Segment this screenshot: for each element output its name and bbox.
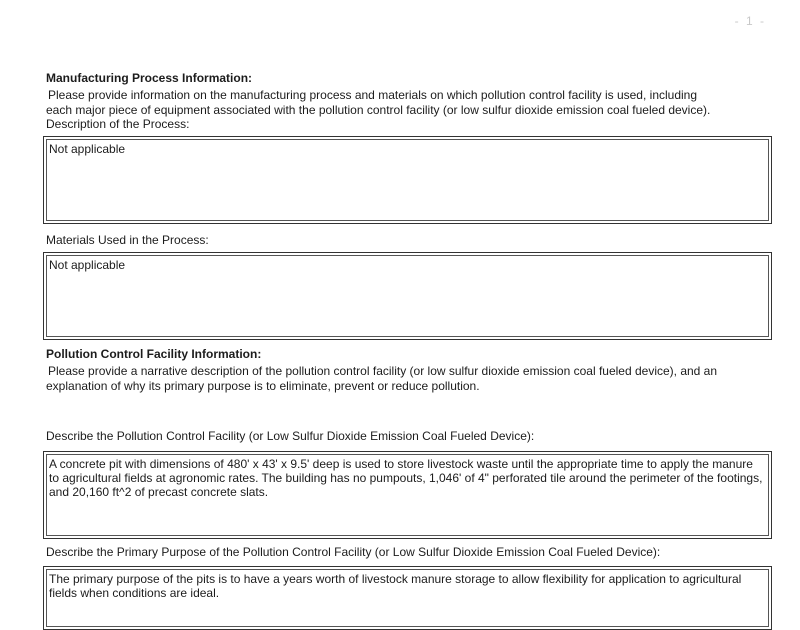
primary-purpose-field[interactable] (43, 566, 772, 630)
primary-purpose-label: Describe the Primary Purpose of the Pollution Control Facility (or Low Sulfur Dioxide Emission Coal Fueled Device): (46, 545, 661, 559)
manufacturing-instruction-line1: Please provide information on the manufacturing process and materials on which pollution control facility is used, including (48, 88, 698, 102)
process-description-field[interactable] (43, 136, 772, 224)
materials-label: Materials Used in the Process: (46, 233, 209, 247)
materials-value: Not applicable (49, 258, 126, 272)
process-description-label: Description of the Process: (46, 117, 190, 131)
primary-purpose-value: The primary purpose of the pits is to have a years worth of livestock manure storage to allow flexibility for application to agricultural fields when conditions are ideal. (49, 572, 742, 600)
facility-description-field[interactable] (43, 451, 772, 539)
materials-field[interactable] (43, 252, 772, 340)
pollution-heading: Pollution Control Facility Information: (46, 347, 262, 361)
pollution-instruction-line1: Please provide a narrative description of the pollution control facility (or low sulfur dioxide emission coal fueled device), and an (48, 364, 718, 378)
manufacturing-heading: Manufacturing Process Information: (46, 71, 253, 85)
manufacturing-instruction-line2: each major piece of equipment associated with the pollution control facility (or low sulfur dioxide emission coal fueled device). (46, 103, 711, 117)
facility-description-value: A concrete pit with dimensions of 480' x 43' x 9.5' deep is used to store livestock waste until the appropriate time to apply the manure to agricultural fields at agronomic rates. The building has no pumpouts, 1,046' of 4" perforated tile around the perimeter of the footings, and 20,160 ft^2 of precast concrete slats. (49, 457, 763, 499)
page-number: - 1 - (734, 14, 766, 28)
facility-description-label: Describe the Pollution Control Facility (or Low Sulfur Dioxide Emission Coal Fueled Device): (46, 429, 535, 443)
pollution-instruction-line2: explanation of why its primary purpose is to eliminate, prevent or reduce pollution. (46, 379, 480, 393)
process-description-value: Not applicable (49, 142, 126, 156)
